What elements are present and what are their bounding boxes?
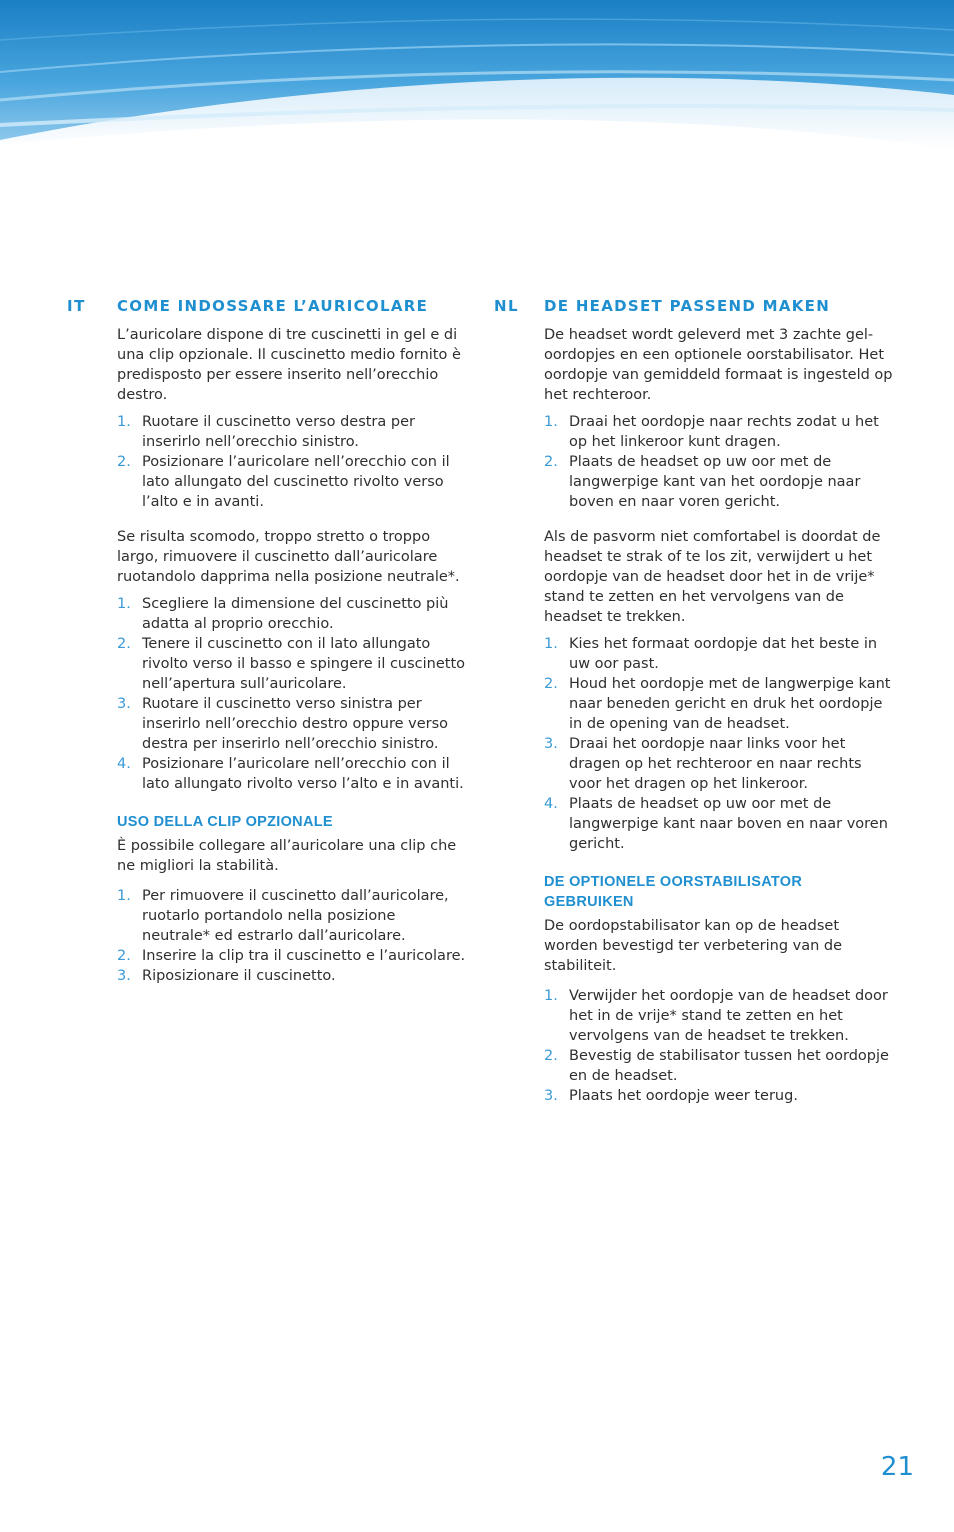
paragraph: De oordopstabilisator kan op de headset worden bevestigd ter verbetering van de stabiliteit. [544,918,843,974]
list-item [544,794,894,854]
steps-list-1 [544,412,894,512]
list-item [544,1046,894,1086]
dutch-heading [494,296,894,316]
list-number: 1. [117,414,131,430]
list-text: Draai het oordopje naar links voor het dragen op het rechteroor en naar rechts voor het dragen op het linkeroor. [569,736,862,792]
list-number: 3. [544,1088,558,1104]
intro-paragraph: De headset wordt geleverd met 3 zachte gel-oordopjes en een optionele oorstabilisator. Het oordopje van gemiddeld formaat is ingesteld op het rechteroor. [544,327,893,403]
italian-body [117,325,467,986]
section-title: COME INDOSSARE L’AURICOLARE [117,297,429,315]
list-item [117,966,467,986]
list-text: Tenere il cuscinetto con il lato allungato rivolto verso il basso e spingere il cuscinetto nell’apertura sull’auricolare. [142,636,466,692]
header-wave-graphic [0,0,954,170]
list-number: 1. [117,596,131,612]
list-item [544,1086,894,1106]
steps-list-2 [544,634,894,854]
list-item [544,986,894,1046]
language-code: NL [494,297,520,315]
list-number: 2. [544,1048,558,1064]
list-number: 2. [544,676,558,692]
page-number: 21 [880,1452,914,1482]
list-item [544,734,894,794]
steps-list-1 [117,412,467,512]
list-number: 2. [117,454,131,470]
italian-section [67,296,467,1001]
list-text: Draai het oordopje naar rechts zodat u het op het linkeroor kunt dragen. [569,414,879,450]
list-item [117,754,467,794]
list-number: 2. [117,948,131,964]
list-number: 2. [544,454,558,470]
list-item [117,412,467,452]
list-item [117,634,467,694]
list-item [544,412,894,452]
italian-heading [67,296,467,316]
list-number: 2. [117,636,131,652]
list-number: 1. [544,636,558,652]
list-text: Inserire la clip tra il cuscinetto e l’auricolare. [142,948,466,964]
list-item [544,634,894,674]
list-number: 4. [544,796,558,812]
list-text: Per rimuovere il cuscinetto dall’auricolare, ruotarlo portandolo nella posizione neutrale* ed estrarlo dall’auricolare. [142,888,449,944]
list-text: Plaats de headset op uw oor met de langwerpige kant naar boven en naar voren gericht. [569,796,888,852]
dutch-section [494,296,894,1121]
paragraph: Se risulta scomodo, troppo stretto o troppo largo, rimuovere il cuscinetto dall’auricolare ruotandolo dapprima nella posizione neutrale*. [117,529,460,585]
list-text: Bevestig de stabilisator tussen het oordopje en de headset. [569,1048,889,1084]
steps-list-3 [117,886,467,986]
paragraph: Als de pasvorm niet comfortabel is doordat de headset te strak of te los zit, verwijdert u het oordopje van de headset door het in de vrije* stand te zetten en het vervolgens van de headset te trekken. [544,529,881,625]
list-item [544,674,894,734]
list-text: Ruotare il cuscinetto verso destra per inserirlo nell’orecchio sinistro. [142,414,415,450]
list-text: Scegliere la dimensione del cuscinetto più adatta al proprio orecchio. [142,596,449,632]
list-text: Ruotare il cuscinetto verso sinistra per inserirlo nell’orecchio destro oppure verso destra per inserirlo nell’orecchio sinistro. [142,696,449,752]
list-number: 3. [117,968,131,984]
list-number: 3. [544,736,558,752]
list-text: Verwijder het oordopje van de headset door het in de vrije* stand te zetten en het vervolgens van de headset te trekken. [569,988,888,1044]
list-text: Posizionare l’auricolare nell’orecchio con il lato allungato rivolto verso l’alto e in avanti. [142,756,464,792]
subheading: USO DELLA CLIP OPZIONALE [117,814,333,830]
list-item [117,594,467,634]
list-number: 1. [117,888,131,904]
list-number: 1. [544,414,558,430]
list-item [117,452,467,512]
list-item [117,694,467,754]
intro-paragraph: L’auricolare dispone di tre cuscinetti in gel e di una clip opzionale. Il cuscinetto medio fornito è predisposto per essere inserito nell’orecchio destro. [117,327,461,403]
list-text: Plaats de headset op uw oor met de langwerpige kant van het oordopje naar boven en naar voren gericht. [569,454,861,510]
list-item [544,452,894,512]
dutch-body [544,325,894,1106]
language-code: IT [67,297,86,315]
list-text: Riposizionare il cuscinetto. [142,968,336,984]
paragraph: È possibile collegare all’auricolare una clip che ne migliori la stabilità. [117,838,457,874]
steps-list-3 [544,986,894,1106]
header-banner [0,0,954,170]
list-text: Posizionare l’auricolare nell’orecchio con il lato allungato del cuscinetto rivolto verso l’alto e in avanti. [142,454,450,510]
steps-list-2 [117,594,467,794]
list-text: Kies het formaat oordopje dat het beste in uw oor past. [569,636,878,672]
list-number: 3. [117,696,131,712]
list-number: 4. [117,756,131,772]
list-text: Plaats het oordopje weer terug. [569,1088,798,1104]
section-title: DE HEADSET PASSEND MAKEN [544,297,831,315]
list-item [117,946,467,966]
list-item [117,886,467,946]
subheading: DE OPTIONELE OORSTABILISATOR GEBRUIKEN [544,874,803,910]
list-text: Houd het oordopje met de langwerpige kant naar beneden gericht en druk het oordopje in de opening van de headset. [569,676,891,732]
list-number: 1. [544,988,558,1004]
